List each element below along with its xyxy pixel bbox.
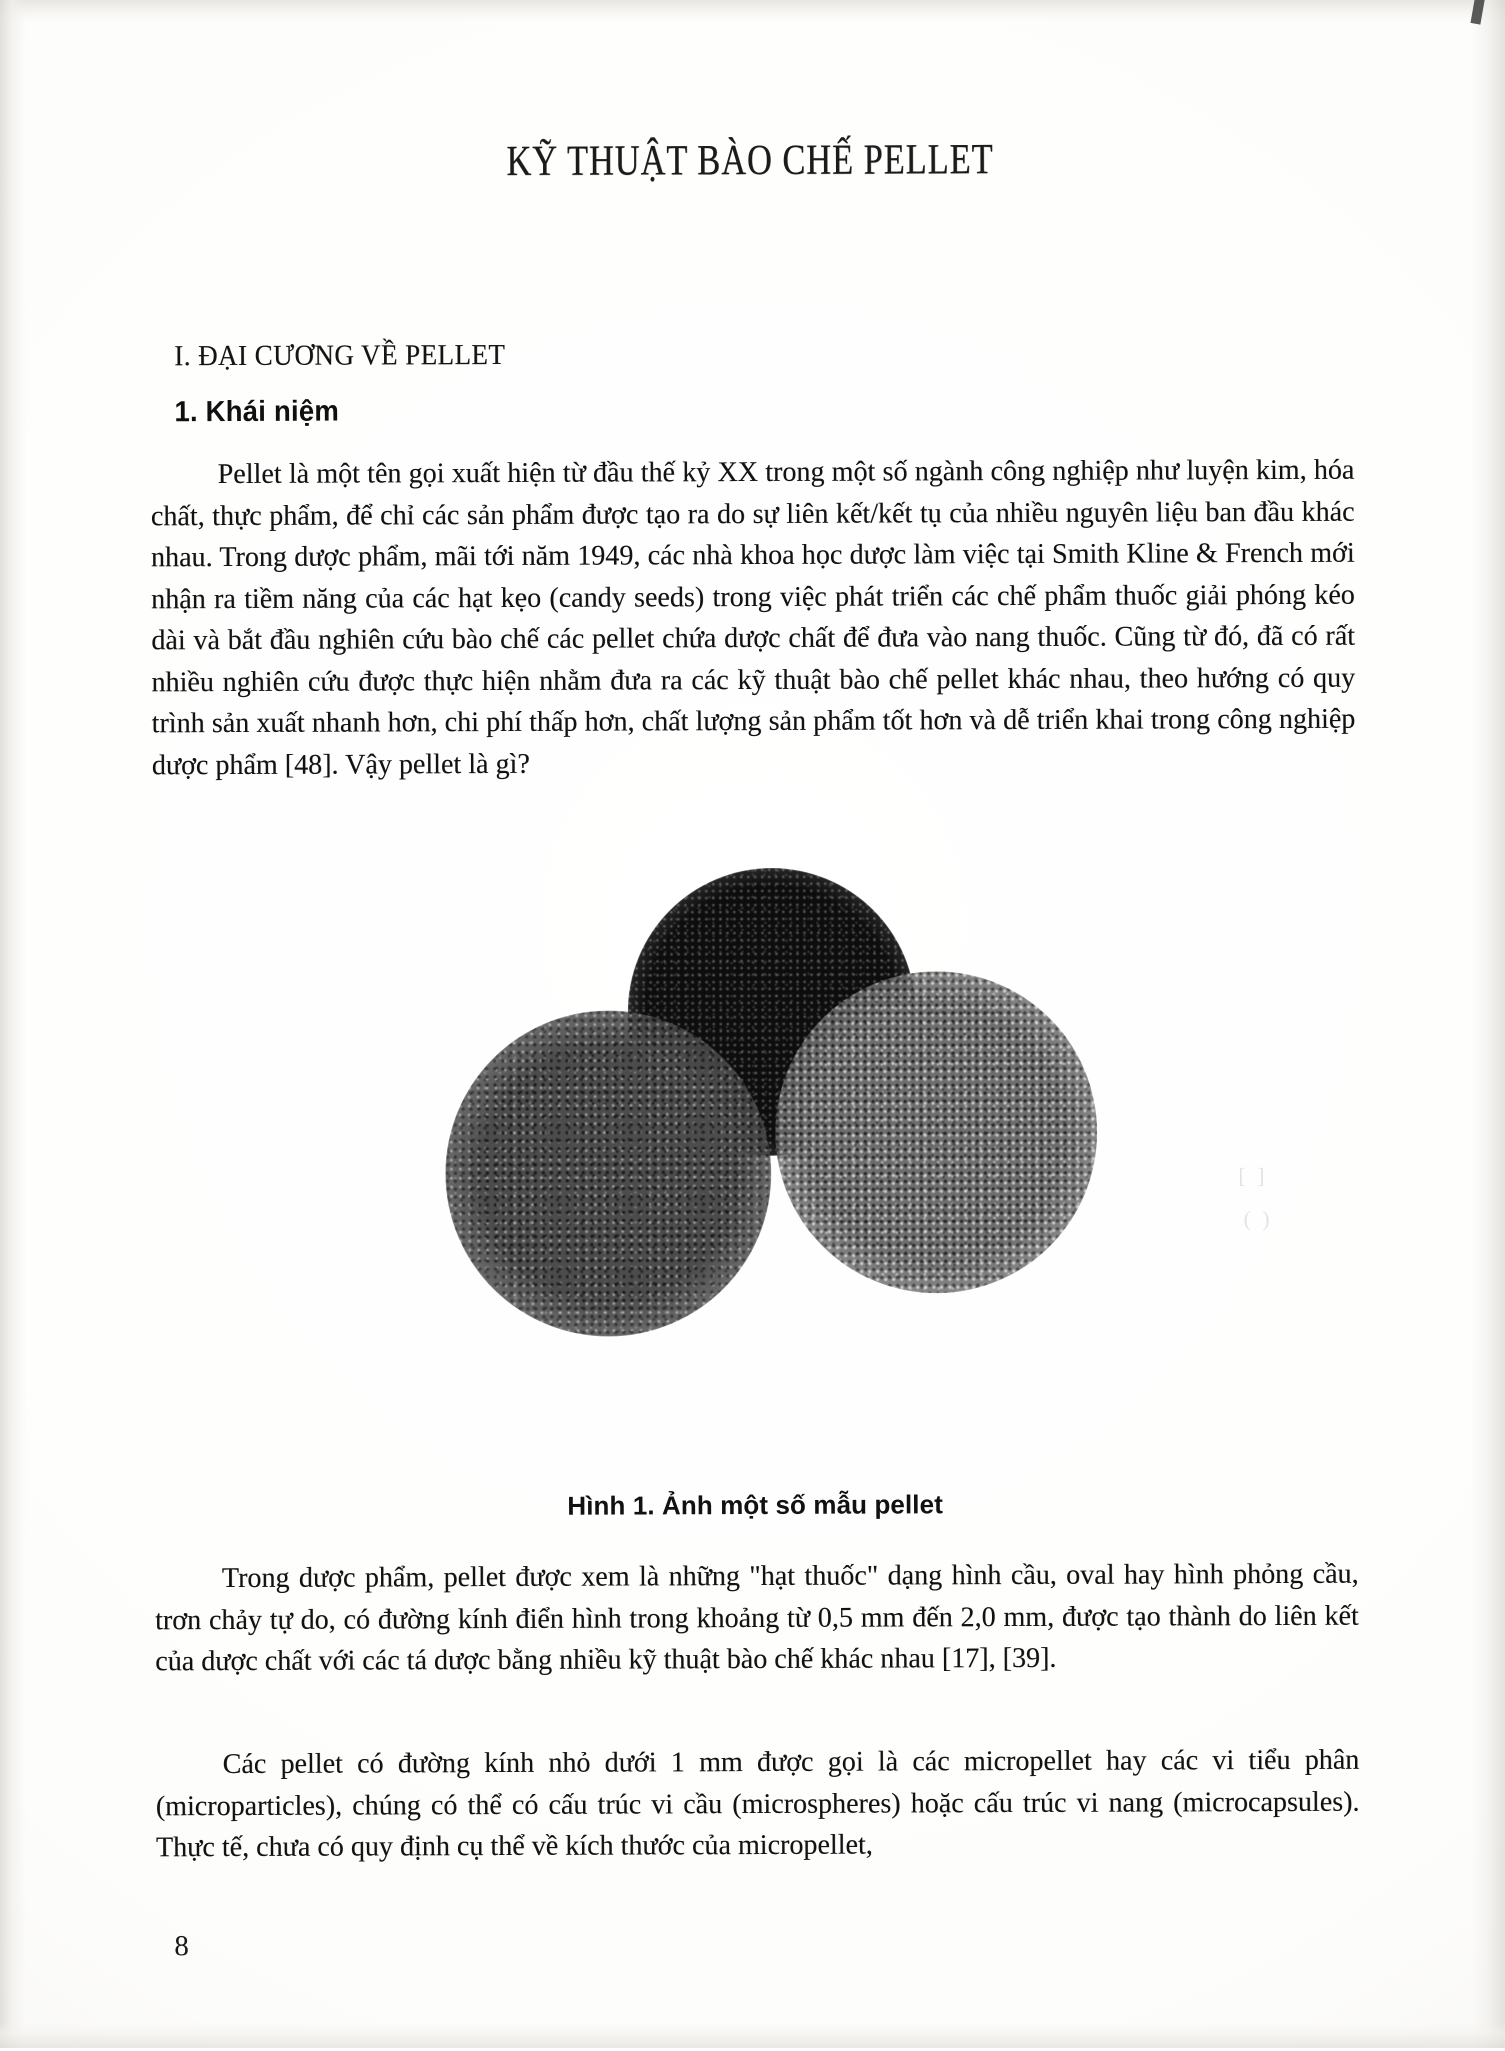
figure-caption: Hình 1. Ảnh một số mẫu pellet <box>567 1489 943 1521</box>
light-cluster-texture <box>775 971 1098 1294</box>
light-pellet-cluster <box>775 971 1098 1294</box>
scan-ghost-mark-2: ( ) <box>1243 1206 1273 1232</box>
page-title: KỸ THUẬT BÀO CHẾ PELLET <box>506 136 994 185</box>
page-number: 8 <box>174 1930 189 1963</box>
section-heading: I. ĐẠI CƯƠNG VỀ PELLET <box>174 338 506 373</box>
medium-pellet-cluster <box>445 1010 772 1337</box>
body-paragraph-1: Pellet là một tên gọi xuất hiện từ đầu thế kỷ XX trong một số ngành công nghiệp như luyện kim, hóa chất, thực phẩm, để chỉ các sản phẩm được tạo ra do sự liên kết/kết tụ của nhiều nguyên liệu ban đầu khác nhau. Trong dược phẩm, mãi tới năm 1949, các nhà khoa học dược làm việc tại Smith Kline & French mới nhận ra tiềm năng của các hạt kẹo (candy seeds) trong việc phát triển các chế phẩm thuốc giải phóng kéo dài và bắt đầu nghiên cứu bào chế các pellet chứa dược chất để đưa vào nang thuốc. Cũng từ đó, đã có rất nhiều nghiên cứu được thực hiện nhằm đưa ra các kỹ thuật bào chế pellet khác nhau, theo hướng có quy trình sản xuất nhanh hơn, chi phí thấp hơn, chất lượng sản phẩm tốt hơn và dễ triển khai trong công nghiệp dược phẩm [48]. Vậy pellet là gì? <box>150 454 1356 781</box>
medium-cluster-texture <box>445 1010 772 1337</box>
figure-block <box>152 858 1377 1523</box>
body-paragraph-3: Các pellet có đường kính nhỏ dưới 1 mm được gọi là các micropellet hay các vi tiểu phân (microparticles), chúng có thể có cấu trúc vi cầu (microspheres) hoặc cấu trúc vi nang (microcapsules). Thực tế, chưa có quy định cụ thể về kích thước của micropellet, <box>155 1744 1360 1864</box>
subsection-heading: 1. Khái niệm <box>174 395 340 429</box>
scan-ghost-mark-1: [ ] <box>1238 1163 1268 1189</box>
pellet-sample-photograph <box>422 859 1124 1452</box>
body-paragraph-2: Trong dược phẩm, pellet được xem là những "hạt thuốc" dạng hình cầu, oval hay hình phỏng cầu, trơn chảy tự do, có đường kính điển hình trong khoảng từ 0,5 mm đến 2,0 mm, được tạo thành do liên kết của dược chất với các tá dược bằng nhiều kỹ thuật bào chế khác nhau [17], [39]. <box>155 1558 1359 1678</box>
